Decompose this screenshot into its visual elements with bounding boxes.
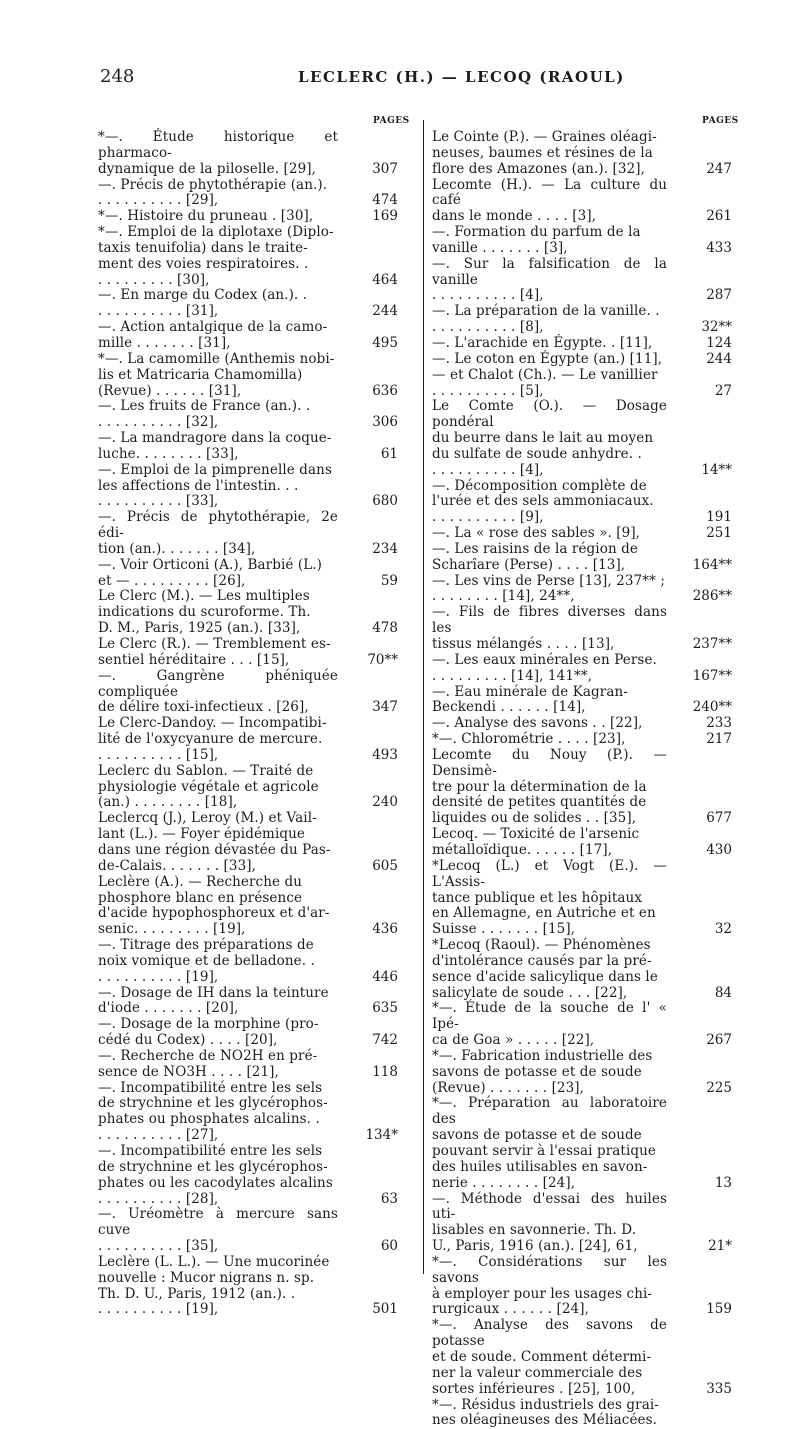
- entry-page-number: 124: [667, 336, 732, 352]
- entry-text: *—. Emploi de la diplotaxe (Diplo- taxis tenuifolia) dans le traite- ment des voies respiratoires. . . . . . . . . . . [30],: [98, 225, 338, 288]
- entry-page-number: 433: [667, 225, 732, 257]
- entry-page-number: 84: [667, 938, 732, 1001]
- entry-page-number: 167**: [667, 653, 732, 685]
- entry-text: —. Gangrène phéniquée compliquée de délire toxi-infectieux . [26],: [98, 669, 338, 717]
- index-entry: [98, 716, 398, 764]
- index-entry: [98, 1049, 398, 1081]
- entry-page-number: 347: [338, 669, 398, 717]
- entry-text: —. Voir Orticoni (A.), Barbié (L.) et — . . . . . . . . . [26],: [98, 558, 338, 590]
- entry-page-number: 191: [667, 479, 732, 527]
- entry-text: —. La mandragore dans la coque- luche. . . . . . . . [33],: [98, 431, 338, 463]
- entry-text: —. Dosage de IH dans la teinture d'iode . . . . . . . [20],: [98, 986, 338, 1018]
- entry-text: Leclerc du Sablon. — Traité de physiologie végétale et agricole (an.) . . . . . . . . [18],: [98, 764, 338, 812]
- index-entry: [432, 178, 732, 226]
- entry-text: *—. Fabrication industrielle des savons de potasse et de soude (Revue) . . . . . . . [23],: [432, 1049, 667, 1097]
- entry-page-number: 306: [338, 399, 398, 431]
- index-entry: [98, 431, 398, 463]
- index-entry: [432, 574, 732, 606]
- index-entry: [432, 130, 732, 178]
- entry-page-number: 478: [338, 589, 398, 637]
- index-entry: [98, 130, 398, 178]
- index-entry: [432, 1192, 732, 1255]
- entry-page-number: 267: [667, 1001, 732, 1049]
- entry-text: *Lecoq (L.) et Vogt (E.). — L'Assis- tance publique et les hôpitaux en Allemagne, en Autriche et en Suisse . . . . . . . [15],: [432, 859, 667, 938]
- entry-page-number: [667, 1398, 732, 1429]
- entry-text: Le Clerc (M.). — Les multiples indications du scuroforme. Th. D. M., Paris, 1925 (an.). [33],: [98, 589, 338, 637]
- index-entry: [98, 938, 398, 986]
- entry-page-number: 742: [338, 1017, 398, 1049]
- column-label-pages: PAGES: [373, 116, 410, 126]
- entry-text: —. Les vins de Perse [13], 237** ; . . . . . . . . [14], 24**,: [432, 574, 667, 606]
- index-entry: [432, 1398, 732, 1429]
- entry-text: —. Les eaux minérales en Perse. . . . . . . . . . [14], 141**,: [432, 653, 667, 685]
- index-entry: [98, 764, 398, 812]
- entry-page-number: 13: [667, 1096, 732, 1191]
- index-entry: [432, 716, 732, 732]
- entry-page-number: 225: [667, 1049, 732, 1097]
- entry-page-number: 134*: [338, 1081, 398, 1144]
- entry-text: —. Eau minérale de Kagran- Beckendi . . . . . . [14],: [432, 685, 667, 717]
- page-number: 248: [100, 66, 134, 87]
- entry-text: Leclère (L. L.). — Une mucorinée nouvelle : Mucor nigrans n. sp. Th. D. U., Paris, 1912 (an.). . . . . . . . . . . . [19],: [98, 1255, 338, 1318]
- index-entry: [432, 732, 732, 748]
- index-entry: [98, 1144, 398, 1207]
- entry-text: *—. Considérations sur les savons à employer pour les usages chi- rurgicaux . . . . . . [24],: [432, 1255, 667, 1318]
- running-head: LECLERC (H.) — LECOQ (RAOUL): [298, 68, 625, 86]
- entry-text: Lecoq. — Toxicité de l'arsenic métalloïdique. . . . . . [17],: [432, 827, 667, 859]
- entry-page-number: 234: [338, 510, 398, 558]
- entry-page-number: 474: [338, 178, 398, 210]
- entry-page-number: 677: [667, 748, 732, 827]
- index-entry: [432, 605, 732, 653]
- entry-page-number: 237**: [667, 605, 732, 653]
- index-entry: [432, 257, 732, 305]
- entry-text: —. Action antalgique de la camo- mille . . . . . . . [31],: [98, 320, 338, 352]
- entry-page-number: 501: [338, 1255, 398, 1318]
- entry-text: Le Clerc-Dandoy. — Incompatibi- lité de l'oxycyanure de mercure. . . . . . . . . . . [15],: [98, 716, 338, 764]
- entry-text: —. Incompatibilité entre les sels de strychnine et les glycérophos- phates ou les cacodylates alcalins . . . . . . . . . . [28],: [98, 1144, 338, 1207]
- index-entry: [432, 1255, 732, 1318]
- entry-page-number: 430: [667, 827, 732, 859]
- index-entry: [98, 637, 398, 669]
- entry-text: —. Décomposition complète de l'urée et des sels ammoniacaux. . . . . . . . . . . [9],: [432, 479, 667, 527]
- index-entry: [98, 1081, 398, 1144]
- entry-text: *—. Préparation au laboratoire des savons de potasse et de soude pouvant servir à l'essai pratique des huiles utilisables en savon- nerie . . . . . . . . [24],: [432, 1096, 667, 1191]
- index-entry: [98, 399, 398, 431]
- entry-page-number: 680: [338, 463, 398, 511]
- entry-page-number: 217: [667, 732, 732, 748]
- index-entry: [432, 368, 732, 400]
- index-entry: [98, 463, 398, 511]
- index-entry: [98, 669, 398, 717]
- index-entry: [432, 336, 732, 352]
- index-entry: [432, 1318, 732, 1397]
- entry-page-number: 247: [667, 130, 732, 178]
- column-divider: [423, 120, 424, 1274]
- entry-text: —. Les fruits de France (an.). . . . . . . . . . . . [32],: [98, 399, 338, 431]
- index-entry: [432, 1001, 732, 1049]
- index-entry: [98, 288, 398, 320]
- index-entry: [98, 320, 398, 352]
- index-entry: [432, 479, 732, 527]
- entry-text: —. La préparation de la vanille. . . . . . . . . . . . [8],: [432, 304, 667, 336]
- entry-text: —. Le coton en Égypte (an.) [11],: [432, 352, 667, 368]
- entry-page-number: 240**: [667, 685, 732, 717]
- entry-text: *—. Histoire du pruneau . [30],: [98, 209, 338, 225]
- index-entry: [432, 526, 732, 542]
- index-entry: [432, 304, 732, 336]
- entry-page-number: 60: [338, 1207, 398, 1255]
- entry-page-number: 169: [338, 209, 398, 225]
- entry-text: —. Fils de fibres diverses dans les tissus mélangés . . . . [13],: [432, 605, 667, 653]
- entry-page-number: 287: [667, 257, 732, 305]
- entry-page-number: 261: [667, 178, 732, 226]
- entry-page-number: 495: [338, 320, 398, 352]
- entry-page-number: 244: [338, 288, 398, 320]
- entry-page-number: 636: [338, 352, 398, 400]
- index-entry: [98, 510, 398, 558]
- entry-page-number: 635: [338, 986, 398, 1018]
- entry-text: Le Comte (O.). — Dosage pondéral du beurre dans le lait au moyen du sulfate de soude anhydre. . . . . . . . . . . . [4],: [432, 399, 667, 478]
- index-entry: [98, 1255, 398, 1318]
- entry-text: —. Emploi de la pimprenelle dans les affections de l'intestin. . . . . . . . . . . . . [33],: [98, 463, 338, 511]
- entry-page-number: 159: [667, 1255, 732, 1318]
- entry-page-number: 233: [667, 716, 732, 732]
- index-entry: [98, 352, 398, 400]
- entry-text: Leclercq (J.), Leroy (M.) et Vail- lant (L.). — Foyer épidémique dans une région dévastée du Pas- de-Calais. . . . . . . [33],: [98, 811, 338, 874]
- entry-text: *—. Étude historique et pharmaco- dynamique de la piloselle. [29],: [98, 130, 338, 178]
- index-entry: [432, 352, 732, 368]
- index-entry: [432, 748, 732, 827]
- entry-page-number: 32: [667, 859, 732, 938]
- entry-page-number: 251: [667, 526, 732, 542]
- entry-text: —. Titrage des préparations de noix vomique et de belladone. . . . . . . . . . . . [19],: [98, 938, 338, 986]
- entry-text: *—. Analyse des savons de potasse et de soude. Comment détermi- ner la valeur commerciale des sortes inférieures . [25], 100,: [432, 1318, 667, 1397]
- index-column-right: [432, 130, 732, 1429]
- entry-text: —. Uréomètre à mercure sans cuve . . . . . . . . . . [35],: [98, 1207, 338, 1255]
- entry-page-number: 61: [338, 431, 398, 463]
- entry-text: —. Les raisins de la région de Scharîare (Perse) . . . . [13],: [432, 542, 667, 574]
- entry-text: —. Formation du parfum de la vanille . . . . . . . [3],: [432, 225, 667, 257]
- entry-page-number: 70**: [338, 637, 398, 669]
- index-entry: [432, 225, 732, 257]
- entry-text: *Lecoq (Raoul). — Phénomènes d'intolérance causés par la pré- sence d'acide salicylique dans le salicylate de soude . . . [22],: [432, 938, 667, 1001]
- entry-text: —. Méthode d'essai des huiles uti- lisables en savonnerie. Th. D. U., Paris, 1916 (an.). [24], 61,: [432, 1192, 667, 1255]
- entry-page-number: 464: [338, 225, 398, 288]
- entry-text: Lecomte (H.). — La culture du café dans le monde . . . . [3],: [432, 178, 667, 226]
- entry-page-number: 240: [338, 764, 398, 812]
- index-entry: [432, 653, 732, 685]
- index-entry: [98, 589, 398, 637]
- entry-text: —. En marge du Codex (an.). . . . . . . . . . . . [31],: [98, 288, 338, 320]
- entry-page-number: 14**: [667, 399, 732, 478]
- entry-text: —. L'arachide en Égypte. . [11],: [432, 336, 667, 352]
- entry-text: — et Chalot (Ch.). — Le vanillier . . . . . . . . . . [5],: [432, 368, 667, 400]
- entry-text: —. Précis de phytothérapie, 2e édi- tion (an.). . . . . . . [34],: [98, 510, 338, 558]
- index-entry: [98, 558, 398, 590]
- entry-page-number: 59: [338, 558, 398, 590]
- index-entry: [98, 178, 398, 210]
- index-entry: [432, 859, 732, 938]
- index-entry: [432, 938, 732, 1001]
- index-entry: [432, 1096, 732, 1191]
- entry-page-number: 335: [667, 1318, 732, 1397]
- entry-text: —. Incompatibilité entre les sels de strychnine et les glycérophos- phates ou phosphates alcalins. . . . . . . . . . . . [27],: [98, 1081, 338, 1144]
- entry-text: *—. Étude de la souche de l' « Ipé- ca de Goa » . . . . . [22],: [432, 1001, 667, 1049]
- index-entry: [98, 225, 398, 288]
- entry-page-number: 21*: [667, 1192, 732, 1255]
- index-column-left: [98, 130, 398, 1318]
- index-entry: [98, 811, 398, 874]
- entry-text: Lecomte du Nouy (P.). — Densimè- tre pour la détermination de la densité de petites quantités de liquides ou de solides . . [35],: [432, 748, 667, 827]
- entry-text: *—. La camomille (Anthemis nobi- lis et Matricaria Chamomilla) (Revue) . . . . . . [31],: [98, 352, 338, 400]
- page-header: [100, 66, 720, 90]
- index-entry: [432, 542, 732, 574]
- entry-page-number: 446: [338, 938, 398, 986]
- index-entry: [98, 209, 398, 225]
- entry-page-number: 307: [338, 130, 398, 178]
- entry-text: —. Recherche de NO2H en pré- sence de NO3H . . . . [21],: [98, 1049, 338, 1081]
- index-entry: [98, 986, 398, 1018]
- index-entry: [98, 1017, 398, 1049]
- column-label-pages: PAGES: [702, 116, 739, 126]
- entry-text: —. Dosage de la morphine (pro- cédé du Codex) . . . . [20],: [98, 1017, 338, 1049]
- index-entry: [432, 399, 732, 478]
- entry-text: Le Cointe (P.). — Graines oléagi- neuses, baumes et résines de la flore des Amazones (an.). [32],: [432, 130, 667, 178]
- entry-page-number: 436: [338, 875, 398, 938]
- entry-page-number: 32**: [667, 304, 732, 336]
- index-entry: [432, 685, 732, 717]
- entry-text: *—. Résidus industriels des grai- nes oléagineuses des Méliacées.: [432, 1398, 667, 1429]
- index-entry: [432, 1049, 732, 1097]
- entry-text: —. Précis de phytothérapie (an.). . . . . . . . . . . [29],: [98, 178, 338, 210]
- entry-page-number: 27: [667, 368, 732, 400]
- index-entry: [98, 1207, 398, 1255]
- entry-page-number: 244: [667, 352, 732, 368]
- entry-page-number: 63: [338, 1144, 398, 1207]
- entry-page-number: 164**: [667, 542, 732, 574]
- entry-page-number: 286**: [667, 574, 732, 606]
- entry-text: —. Analyse des savons . . [22],: [432, 716, 667, 732]
- index-entry: [432, 827, 732, 859]
- entry-page-number: 493: [338, 716, 398, 764]
- entry-text: Le Clerc (R.). — Tremblement es- sentiel héréditaire . . . [15],: [98, 637, 338, 669]
- entry-text: Leclère (A.). — Recherche du phosphore blanc en présence d'acide hypophosphoreux et d'ar- senic. . . . . . . . . [19],: [98, 875, 338, 938]
- entry-text: *—. Chlorométrie . . . . [23],: [432, 732, 667, 748]
- index-entry: [98, 875, 398, 938]
- entry-text: —. Sur la falsification de la vanille . . . . . . . . . . [4],: [432, 257, 667, 305]
- entry-page-number: 605: [338, 811, 398, 874]
- entry-text: —. La « rose des sables ». [9],: [432, 526, 667, 542]
- entry-page-number: 118: [338, 1049, 398, 1081]
